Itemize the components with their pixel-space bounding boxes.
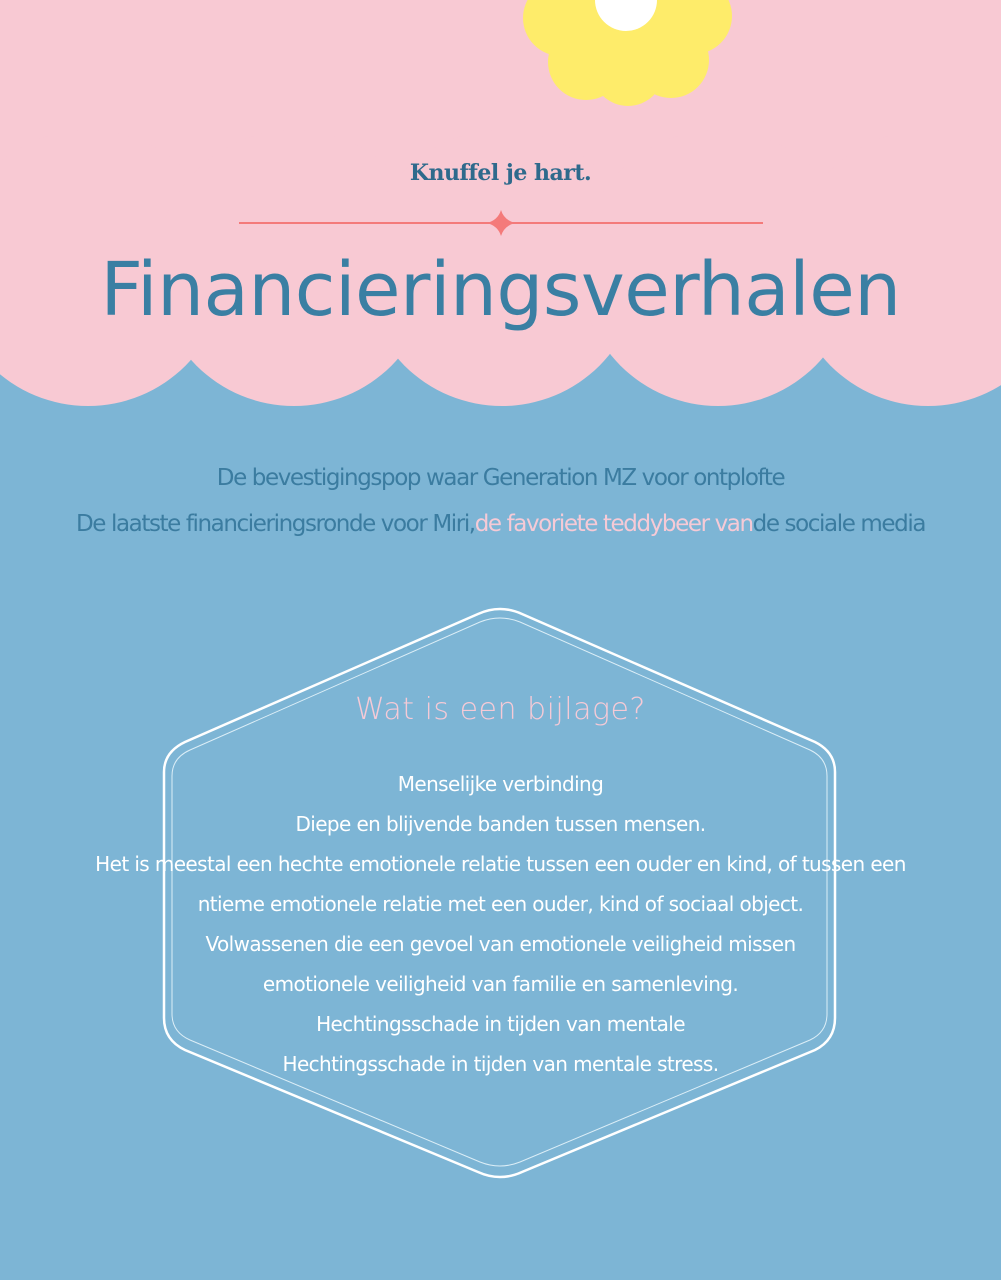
card-line: Hechtingsschade in tijden van mentale — [316, 1012, 685, 1036]
card-line: Volwassenen die een gevoel van emotionele veiligheid missen — [205, 932, 796, 956]
card-heading: Wat is een bijlage? — [355, 692, 646, 727]
card-line: Diepe en blijvende banden tussen mensen. — [295, 812, 706, 836]
card-line: ntieme emotionele relatie met een ouder, kind of sociaal object. — [197, 892, 804, 916]
sparkle-icon — [487, 210, 515, 236]
intro-line-2-suffix: de sociale media — [752, 511, 926, 537]
card-body — [0, 764, 1001, 1084]
intro-line-2-prefix: De laatste financieringsronde voor Miri, — [75, 511, 475, 537]
intro-line-1: De bevestigingspop waar Generation MZ voor ontplofte — [216, 465, 785, 491]
card-line: Hechtingsschade in tijden van mentale stress. — [282, 1052, 719, 1076]
page-title: Financieringsverhalen — [100, 247, 901, 333]
ornamental-divider — [239, 210, 763, 236]
intro-text — [0, 455, 1001, 547]
card-line: Menselijke verbinding — [397, 772, 604, 796]
card-line: Het is meestal een hechte emotionele relatie tussen een ouder en kind, of tussen een — [95, 852, 906, 876]
tagline: Knuffel je hart. — [409, 160, 592, 186]
intro-line-2 — [0, 501, 1001, 547]
card-line: emotionele veiligheid van familie en samenleving. — [262, 972, 739, 996]
intro-highlight: de favoriete teddybeer van — [474, 511, 753, 537]
